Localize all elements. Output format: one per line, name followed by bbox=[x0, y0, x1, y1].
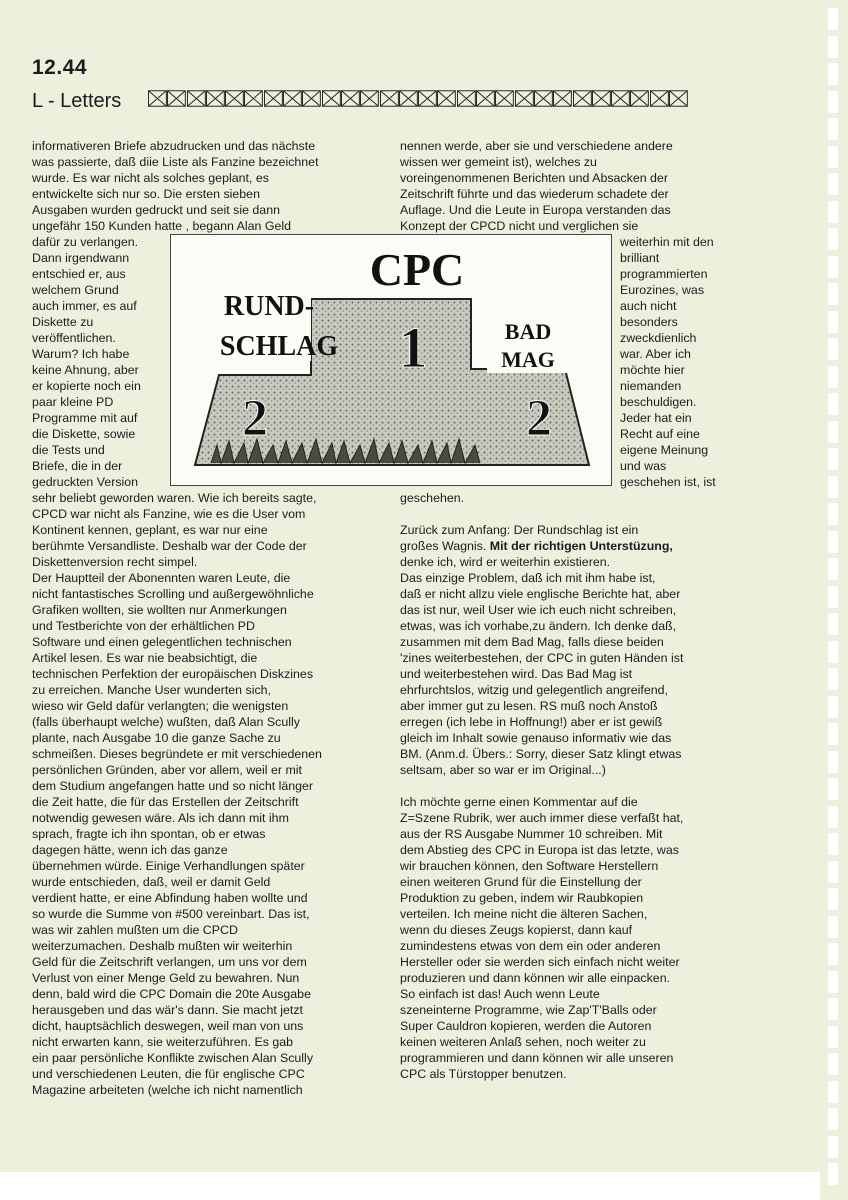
rundschlag-label-line2: SCHLAG bbox=[219, 331, 339, 362]
text-line: was passierte, daß diie Liste als Fanzine bezeichnet bbox=[32, 155, 319, 169]
x-box-icon bbox=[167, 90, 186, 107]
text-line: entwickelte sich nur so. Die ersten sieben bbox=[32, 187, 260, 201]
punch-hole bbox=[828, 228, 838, 250]
punch-hole bbox=[828, 668, 838, 690]
text-line: Software und einen gelegentlichen technischen bbox=[32, 635, 292, 649]
punch-hole bbox=[828, 421, 838, 443]
text-line: geschehen ist, ist bbox=[620, 475, 716, 489]
punch-hole bbox=[828, 1026, 838, 1048]
text-line: technischen Perfektion der europäischen Diskzines bbox=[32, 667, 314, 681]
text-line: Hersteller oder sie werden sich einfach nicht weiter bbox=[400, 955, 680, 969]
x-box-icon bbox=[360, 90, 379, 107]
right-paragraph-4 bbox=[400, 794, 733, 1082]
text-line: dafür zu verlangen. bbox=[32, 235, 139, 249]
text-line: CPCD war nicht als Fanzine, wie es die User vom bbox=[32, 507, 306, 521]
podium-graphic bbox=[171, 235, 611, 485]
text-line: aber immer gut zu lesen. RS muß noch Anstoß bbox=[400, 699, 658, 713]
text-line: So einfach ist das! Auch wenn Leute bbox=[400, 987, 600, 1001]
text-line: (falls überhaupt welche) wußten, daß Alan Scully bbox=[32, 715, 300, 729]
punch-hole bbox=[828, 833, 838, 855]
text-run: großes Wagnis. bbox=[400, 539, 490, 553]
podium-illustration bbox=[170, 234, 612, 486]
text-line: wieso wir Geld dafür verlangten; die wenigsten bbox=[32, 699, 289, 713]
punch-hole bbox=[828, 366, 838, 388]
x-box-icon bbox=[592, 90, 611, 107]
punch-hole bbox=[828, 971, 838, 993]
text-line: sprach, fragte ich ihn spontan, ob er etwas bbox=[32, 827, 266, 841]
text-line: wir brauchen können, den Software Herstellern bbox=[400, 859, 659, 873]
text-line: herausgeben und das wär's dann. Sie macht jetzt bbox=[32, 1003, 303, 1017]
punch-hole bbox=[828, 806, 838, 828]
x-box-icon bbox=[534, 90, 553, 107]
text-line: dagegen hätte, wenn ich das ganze bbox=[32, 843, 228, 857]
x-box-icon bbox=[206, 90, 225, 107]
text-line: die Zeit hatte, die für das Erstellen der Zeitschrift bbox=[32, 795, 299, 809]
text-line: nicht fantastisches Scrolling und außergewöhnliche bbox=[32, 587, 314, 601]
punch-hole bbox=[828, 118, 838, 140]
x-box-icon bbox=[380, 90, 399, 107]
punch-hole bbox=[828, 283, 838, 305]
text-line: möchte hier bbox=[620, 363, 685, 377]
text-line: eigene Meinung bbox=[620, 443, 709, 457]
text-line: nicht erwarten kann, sie weiterzuführen. Es gab bbox=[32, 1035, 294, 1049]
text-line: Jeder hat ein bbox=[620, 411, 692, 425]
right-second-place-number: 2 bbox=[526, 390, 552, 447]
text-line: auch immer, es auf bbox=[32, 299, 137, 313]
text-line: Produktion zu geben, indem wir Raubkopien bbox=[400, 891, 644, 905]
text-line: ehrfurchtslos, witzig und gelegentlich angreifend, bbox=[400, 683, 668, 697]
text-line: seltsam, aber so war er im Original...) bbox=[400, 763, 606, 777]
text-line: das ist nur, weil User wie ich euch nicht schreiben, bbox=[400, 603, 677, 617]
text-line: Briefe, die in der bbox=[32, 459, 123, 473]
text-line: was wir zahlen mußten um die CPCD bbox=[32, 923, 238, 937]
text-line: zusammen mit dem Bad Mag, falls diese beiden bbox=[400, 635, 664, 649]
punch-hole bbox=[828, 531, 838, 553]
x-box-icon bbox=[148, 90, 167, 107]
text-line: voreingenommenen Berichten und Absacken der bbox=[400, 171, 668, 185]
x-box-icon bbox=[302, 90, 321, 107]
punch-hole bbox=[828, 916, 838, 938]
section-title: L - Letters bbox=[32, 90, 122, 112]
text-line: etwas, was ich vorhabe,zu ändern. Ich denke daß, bbox=[400, 619, 677, 633]
text-line: so wurde die Summe von #500 vereinbart. Das ist, bbox=[32, 907, 310, 921]
x-box-icon bbox=[225, 90, 244, 107]
text-line: dem Studium angefangen hatte und so nicht länger bbox=[32, 779, 314, 793]
text-line: entschied er, aus bbox=[32, 267, 126, 281]
text-line: Geld für die Zeitschrift verlangen, um uns vor dem bbox=[32, 955, 307, 969]
right-paragraph-2 bbox=[400, 522, 733, 570]
punch-hole bbox=[828, 1053, 838, 1075]
title-decoration bbox=[148, 90, 688, 107]
text-line: zumindestens etwas von dem ein oder anderen bbox=[400, 939, 661, 953]
text-line: Z=Szene Rubrik, wer auch immer diese verfaßt hat, bbox=[400, 811, 684, 825]
text-line: wissen wer gemeint ist), welches zu bbox=[400, 155, 597, 169]
punch-hole bbox=[828, 943, 838, 965]
text-line: notwendig gewesen wäre. Als ich dann mit ihm bbox=[32, 811, 289, 825]
text-line: Das einzige Problem, daß ich mit ihm habe ist, bbox=[400, 571, 656, 585]
text-line: dicht, hauptsächlich deswegen, weil man von uns bbox=[32, 1019, 304, 1033]
text-line: ungefähr 150 Kunden hatte , begann Alan Geld bbox=[32, 219, 292, 233]
punch-hole bbox=[828, 503, 838, 525]
text-line: informativeren Briefe abzudrucken und das nächste bbox=[32, 139, 316, 153]
punch-hole bbox=[828, 1081, 838, 1103]
badmag-label-line2: MAG bbox=[501, 347, 555, 372]
punch-hole bbox=[828, 36, 838, 58]
text-line: plante, nach Ausgabe 10 die ganze Sache zu bbox=[32, 731, 281, 745]
punch-hole bbox=[828, 338, 838, 360]
text-line: Warum? Ich habe bbox=[32, 347, 130, 361]
punch-hole bbox=[828, 1163, 838, 1185]
text-line: geschehen. bbox=[400, 491, 465, 505]
text-line: keine Ahnung, aber bbox=[32, 363, 139, 377]
text-line: verteilen. Ich meine nicht die älteren Sachen, bbox=[400, 907, 648, 921]
text-line: Magazine arbeiteten (welche ich nicht namentlich bbox=[32, 1083, 303, 1097]
text-line: beschuldigen. bbox=[620, 395, 697, 409]
text-line: Verlust von einer Menge Geld zu bewahren. Nun bbox=[32, 971, 300, 985]
text-line: veröffentlichen. bbox=[32, 331, 116, 345]
text-line: denn, bald wird die CPC Domain die 20te Ausgabe bbox=[32, 987, 311, 1001]
text-line: und weiterbestehen wird. Das Bad Mag ist bbox=[400, 667, 633, 681]
text-line: einen weiteren Grund für die Einstellung der bbox=[400, 875, 642, 889]
first-place-number: 1 bbox=[398, 315, 428, 380]
left-second-place-number: 2 bbox=[242, 390, 268, 447]
text-line: paar kleine PD bbox=[32, 395, 114, 409]
text-line: szeneinterne Programme, wie Zap'T'Balls oder bbox=[400, 1003, 657, 1017]
text-line: Programme mit auf bbox=[32, 411, 138, 425]
text-line: zweckdienlich bbox=[620, 331, 697, 345]
text-line: wurde entschieden, daß, weil er damit Geld bbox=[32, 875, 271, 889]
punch-hole bbox=[828, 751, 838, 773]
text-line: und was bbox=[620, 459, 667, 473]
punch-hole bbox=[828, 1108, 838, 1130]
text-line: besonders bbox=[620, 315, 678, 329]
text-line: Konzept der CPCD nicht und verglichen sie bbox=[400, 219, 639, 233]
text-line: schmeißen. Dieses begründete er mit verschiedenen bbox=[32, 747, 322, 761]
punch-hole bbox=[828, 91, 838, 113]
text-line: niemanden bbox=[620, 379, 682, 393]
punch-hole bbox=[828, 8, 838, 30]
punch-hole bbox=[828, 448, 838, 470]
text-line: erregen (ich lebe in Hoffnung!) aber er ist gewiß bbox=[400, 715, 663, 729]
punch-hole bbox=[828, 998, 838, 1020]
text-line: persönlichen Gründen, aber vor allem, weil er mit bbox=[32, 763, 302, 777]
text-line: zu erreichen. Manche User wunderten sich, bbox=[32, 683, 271, 697]
x-box-icon bbox=[553, 90, 572, 107]
text-line: brilliant bbox=[620, 251, 660, 265]
x-box-icon bbox=[457, 90, 476, 107]
x-box-icon bbox=[418, 90, 437, 107]
text-line: Ausgaben wurden gedruckt und seit sie dann bbox=[32, 203, 280, 217]
punch-hole bbox=[828, 256, 838, 278]
x-box-icon bbox=[437, 90, 456, 107]
text-line: aus der RS Ausgabe Nummer 10 schreiben. Mit bbox=[400, 827, 663, 841]
text-line: berühmte Versandliste. Deshalb war der Code der bbox=[32, 539, 307, 553]
text-line: gedruckten Version bbox=[32, 475, 139, 489]
text-line: wenn du dieses Zeugs kopierst, dann kauf bbox=[400, 923, 633, 937]
x-box-icon bbox=[573, 90, 592, 107]
x-box-icon bbox=[244, 90, 263, 107]
text-line: produzieren und dann können wir alle einpacken. bbox=[400, 971, 671, 985]
punch-hole bbox=[828, 641, 838, 663]
x-box-icon bbox=[515, 90, 534, 107]
punch-hole bbox=[828, 586, 838, 608]
x-box-icon bbox=[650, 90, 669, 107]
punch-hole bbox=[828, 476, 838, 498]
text-line: wurde. Es war nicht als solches geplant, es bbox=[32, 171, 269, 185]
x-box-icon bbox=[630, 90, 649, 107]
text-line: keinen weiteren Anlaß sehen, noch weiter zu bbox=[400, 1035, 646, 1049]
punch-hole bbox=[828, 146, 838, 168]
page-number: 12.44 bbox=[32, 56, 88, 79]
punch-hole bbox=[828, 888, 838, 910]
text-line: programmieren und dann können wir alle unseren bbox=[400, 1051, 674, 1065]
text-line: war. Aber ich bbox=[620, 347, 691, 361]
text-line: dem Abstieg des CPC in Europa ist das letzte, was bbox=[400, 843, 679, 857]
text-line: Auflage. Und die Leute in Europa verstanden das bbox=[400, 203, 671, 217]
x-box-icon bbox=[495, 90, 514, 107]
text-line: BM. (Anm.d. Übers.: Sorry, dieser Satz klingt etwas bbox=[400, 747, 682, 761]
punch-hole bbox=[828, 723, 838, 745]
text-line: und verschiedenen Leuten, die für englische CPC bbox=[32, 1067, 305, 1081]
text-line: Recht auf eine bbox=[620, 427, 700, 441]
rundschlag-label-line1: RUND- bbox=[223, 291, 315, 322]
text-line: daß er nicht allzu viele englische Berichte hat, aber bbox=[400, 587, 681, 601]
punch-hole bbox=[828, 696, 838, 718]
punch-hole bbox=[828, 201, 838, 223]
punch-hole bbox=[828, 861, 838, 883]
text-line: sehr beliebt geworden waren. Wie ich bereits sagte, bbox=[32, 491, 317, 505]
punch-hole bbox=[828, 173, 838, 195]
x-box-icon bbox=[322, 90, 341, 107]
x-box-icon bbox=[399, 90, 418, 107]
text-line: CPC als Türstopper benutzen. bbox=[400, 1067, 567, 1081]
x-box-icon bbox=[187, 90, 206, 107]
badmag-label-line1: BAD bbox=[504, 319, 552, 344]
text-line: Dann irgendwann bbox=[32, 251, 130, 265]
text-line: Diskette zu bbox=[32, 315, 94, 329]
text-line: Diskettenversion recht simpel. bbox=[32, 555, 198, 569]
text-line: denke ich, wird er weiterhin existieren. bbox=[400, 555, 611, 569]
punch-hole bbox=[828, 63, 838, 85]
punch-hole bbox=[828, 778, 838, 800]
punch-hole bbox=[828, 558, 838, 580]
text-line: 'zines weiterbestehen, der CPC in guten Händen ist bbox=[400, 651, 684, 665]
text-line: und Testberichte von der erhältlichen PD bbox=[32, 619, 255, 633]
text-line: Artikel lesen. Es war nie beabsichtigt, die bbox=[32, 651, 258, 665]
text-line: Zeitschrift führte und das wiederum schadete der bbox=[400, 187, 669, 201]
text-line: Zurück zum Anfang: Der Rundschlag ist ein bbox=[400, 523, 639, 537]
text-line: gleich im Inhalt sowie genauso informativ wie das bbox=[400, 731, 672, 745]
text-line: nennen werde, aber sie und verschiedene andere bbox=[400, 139, 673, 153]
figure-heading: CPC bbox=[369, 244, 465, 295]
text-line: Eurozines, was bbox=[620, 283, 705, 297]
text-line: Der Hauptteil der Abonennten waren Leute, die bbox=[32, 571, 291, 585]
punch-hole bbox=[828, 393, 838, 415]
x-box-icon bbox=[611, 90, 630, 107]
x-box-icon bbox=[341, 90, 360, 107]
text-line: Grafiken wollten, sie wollten nur Anmerkungen bbox=[32, 603, 287, 617]
text-line: die Diskette, sowie bbox=[32, 427, 136, 441]
x-box-icon bbox=[264, 90, 283, 107]
text-line: Super Cauldron kopieren, werden die Autoren bbox=[400, 1019, 652, 1033]
right-paragraph-3 bbox=[400, 570, 733, 778]
text-line: Kontinent kennen, geplant, es war nur eine bbox=[32, 523, 268, 537]
text-line bbox=[400, 538, 733, 554]
x-box-icon bbox=[476, 90, 495, 107]
text-line: Ich möchte gerne einen Kommentar auf die bbox=[400, 795, 638, 809]
text-line: übernehmen würde. Einige Verhandlungen später bbox=[32, 859, 305, 873]
text-line: verdient hatte, er eine Abfindung haben wollte und bbox=[32, 891, 308, 905]
text-line: er kopierte noch ein bbox=[32, 379, 141, 393]
text-line: auch nicht bbox=[620, 299, 677, 313]
punch-hole bbox=[828, 1136, 838, 1158]
text-line: weiterhin mit den bbox=[620, 235, 714, 249]
text-line: weiterzumachen. Deshalb mußten wir weiterhin bbox=[32, 939, 293, 953]
x-box-icon bbox=[283, 90, 302, 107]
text-line: ein paar persönliche Konflikte zwischen Alan Scully bbox=[32, 1051, 314, 1065]
text-line: programmierten bbox=[620, 267, 708, 281]
text-line: welchem Grund bbox=[32, 283, 119, 297]
punch-hole bbox=[828, 311, 838, 333]
bold-text-run: Mit der richtigen Unterstüzung, bbox=[489, 539, 673, 553]
text-line: die Tests und bbox=[32, 443, 105, 457]
punch-hole bbox=[828, 613, 838, 635]
x-box-icon bbox=[669, 90, 688, 107]
binding-strip bbox=[820, 0, 848, 1200]
